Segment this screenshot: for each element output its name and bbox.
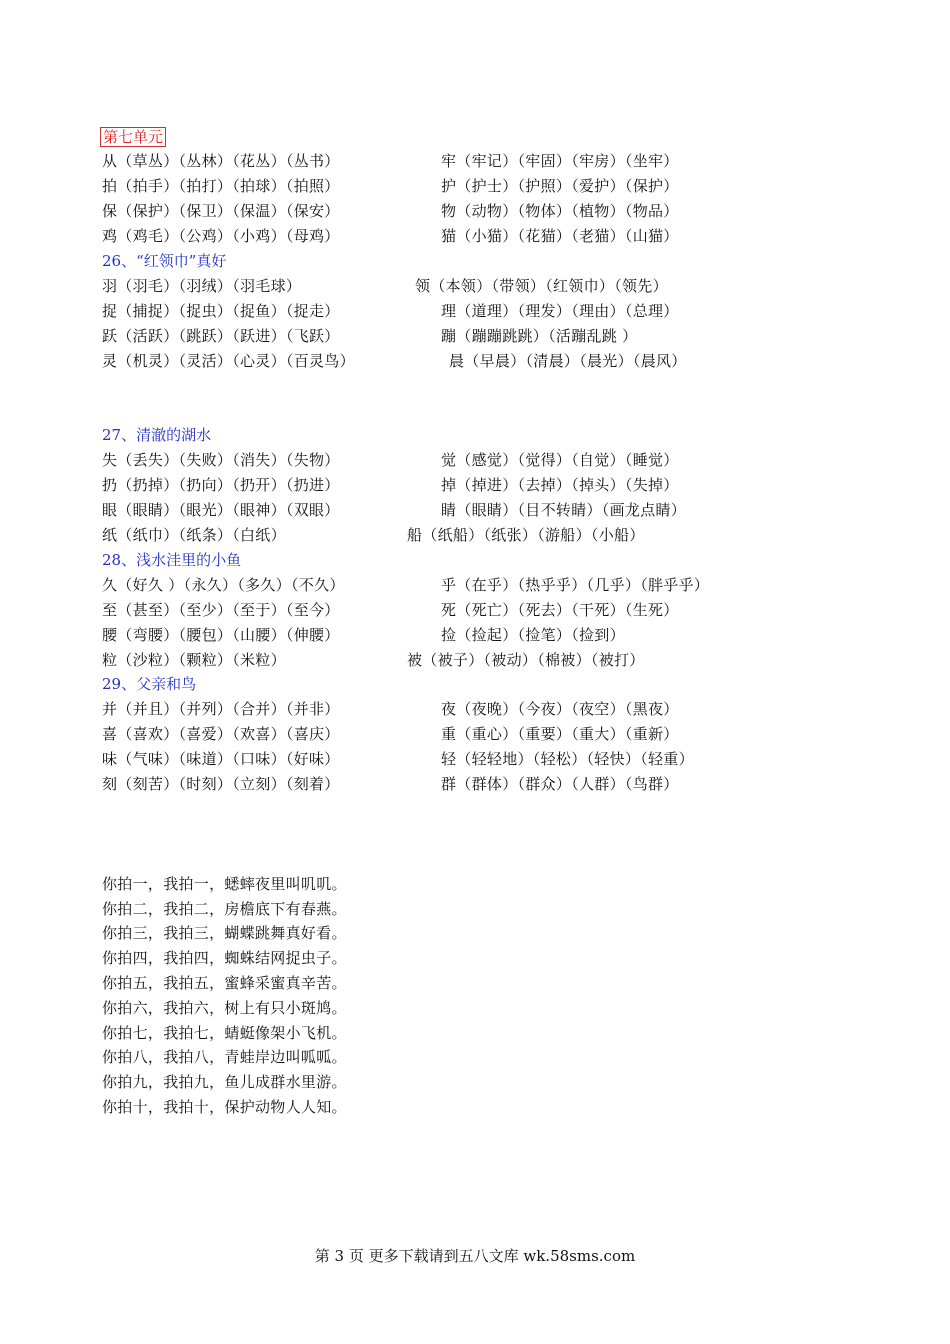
vocab-row-left: 至（甚至）（至少）（至于）（至今） xyxy=(102,601,340,619)
vocab-row-left: 眼（眼睛）（眼光）（眼神）（双眼） xyxy=(102,501,340,519)
lesson-28-heading: 28、浅水洼里的小鱼 xyxy=(102,551,242,569)
vocab-row-left: 刻（刻苦）（时刻）（立刻）（刻着） xyxy=(102,775,340,793)
vocab-row-right: 船（纸船）（纸张）（游船）（小船） xyxy=(407,526,645,544)
vocab-row-right: 睛（眼睛）（目不转睛）（画龙点睛） xyxy=(441,501,687,519)
vocab-row-left: 久（好久 ）（永久）（多久）（不久） xyxy=(102,576,345,594)
vocab-row-right: 掉（掉进）（去掉）（掉头）（失掉） xyxy=(441,476,679,494)
vocab-row-right: 乎（在乎）（热乎乎）（几乎）（胖乎乎） xyxy=(441,576,710,594)
vocab-row-right: 被（被子）（被动）（棉被）（被打） xyxy=(407,651,645,669)
vocab-row-left: 并（并且）（并列）（合并）（并非） xyxy=(102,700,340,718)
vocab-row-left: 从（草丛）（丛林）（花丛）（丛书） xyxy=(102,152,340,170)
vocab-row-left: 扔（扔掉）（扔向）（扔开）（扔进） xyxy=(102,476,340,494)
vocab-row-right: 牢（牢记）（牢固）（牢房）（坐牢） xyxy=(441,152,679,170)
vocab-row-right: 晨（早晨）（清晨）（晨光）（晨风） xyxy=(449,352,687,370)
vocab-row-right: 重（重心）（重要）（重大）（重新） xyxy=(441,725,679,743)
rhyme-line: 你拍八，我拍八，青蛙岸边叫呱呱。 xyxy=(102,1048,347,1066)
vocab-row-right: 领（本领）（带领）（红领巾）（领先） xyxy=(415,277,668,295)
vocab-row-left: 腰（弯腰）（腰包）（山腰）（伸腰） xyxy=(102,626,340,644)
vocab-row-left: 纸（纸巾）（纸条）（白纸） xyxy=(102,526,286,544)
vocab-row-right: 死（死亡）（死去）（干死）（生死） xyxy=(441,601,679,619)
vocab-row-left: 捉（捕捉）（捉虫）（捉鱼）（捉走） xyxy=(102,302,340,320)
vocab-row-right: 理（道理）（理发）（理由）（总理） xyxy=(441,302,679,320)
rhyme-line: 你拍六，我拍六，树上有只小斑鸠。 xyxy=(102,999,347,1017)
vocab-row-left: 鸡（鸡毛）（公鸡）（小鸡）（母鸡） xyxy=(102,227,340,245)
vocab-row-right: 猫（小猫）（花猫）（老猫）（山猫） xyxy=(441,227,679,245)
vocab-row-left: 味（气味）（味道）（口味）（好味） xyxy=(102,750,340,768)
rhyme-line: 你拍一，我拍一，蟋蟀夜里叫叽叽。 xyxy=(102,875,347,893)
vocab-row-right: 捡（捡起）（捡笔）（捡到） xyxy=(441,626,625,644)
rhyme-line: 你拍十，我拍十，保护动物人人知。 xyxy=(102,1098,347,1116)
rhyme-line: 你拍五，我拍五，蜜蜂采蜜真辛苦。 xyxy=(102,974,347,992)
rhyme-line: 你拍七，我拍七，蜻蜓像架小飞机。 xyxy=(102,1024,347,1042)
vocab-row-right: 群（群体）（群众）（人群）（鸟群） xyxy=(441,775,679,793)
rhyme-line: 你拍四，我拍四，蜘蛛结网捉虫子。 xyxy=(102,949,347,967)
lesson-26-heading: 26、“红领巾”真好 xyxy=(102,252,227,270)
vocab-row-right: 护（护士）（护照）（爱护）（保护） xyxy=(441,177,679,195)
vocab-row-left: 跃（活跃）（跳跃）（跃进）（飞跃） xyxy=(102,327,340,345)
vocab-row-left: 粒（沙粒）（颗粒）（米粒） xyxy=(102,651,286,669)
lesson-29-heading: 29、父亲和鸟 xyxy=(102,675,197,693)
vocab-row-right: 觉（感觉）（觉得）（自觉）（睡觉） xyxy=(441,451,679,469)
vocab-row-right: 物（动物）（物体）（植物）（物品） xyxy=(441,202,679,220)
vocab-row-left: 失（丢失）（失败）（消失）（失物） xyxy=(102,451,340,469)
vocab-row-right: 轻（轻轻地）（轻松）（轻快）（轻重） xyxy=(441,750,694,768)
vocab-row-left: 喜（喜欢）（喜爱）（欢喜）（喜庆） xyxy=(102,725,340,743)
vocab-row-left: 保（保护）（保卫）（保温）（保安） xyxy=(102,202,340,220)
rhyme-line: 你拍九，我拍九，鱼儿成群水里游。 xyxy=(102,1073,347,1091)
lesson-27-heading: 27、清澈的湖水 xyxy=(102,426,212,444)
vocab-row-left: 拍（拍手）（拍打）（拍球）（拍照） xyxy=(102,177,340,195)
vocab-row-left: 羽（羽毛）（羽绒）（羽毛球） xyxy=(102,277,302,295)
page-footer: 第 3 页 更多下载请到五八文库 wk.58sms.com xyxy=(314,1247,636,1265)
unit-title: 第七单元 xyxy=(100,127,166,147)
vocab-row-right: 夜（夜晚）（今夜）（夜空）（黑夜） xyxy=(441,700,679,718)
rhyme-line: 你拍二，我拍二，房檐底下有春燕。 xyxy=(102,900,347,918)
vocab-row-left: 灵（机灵）（灵活）（心灵）（百灵鸟） xyxy=(102,352,355,370)
vocab-row-right: 蹦（蹦蹦跳跳）（活蹦乱跳 ） xyxy=(441,327,638,345)
rhyme-line: 你拍三，我拍三，蝴蝶跳舞真好看。 xyxy=(102,924,347,942)
